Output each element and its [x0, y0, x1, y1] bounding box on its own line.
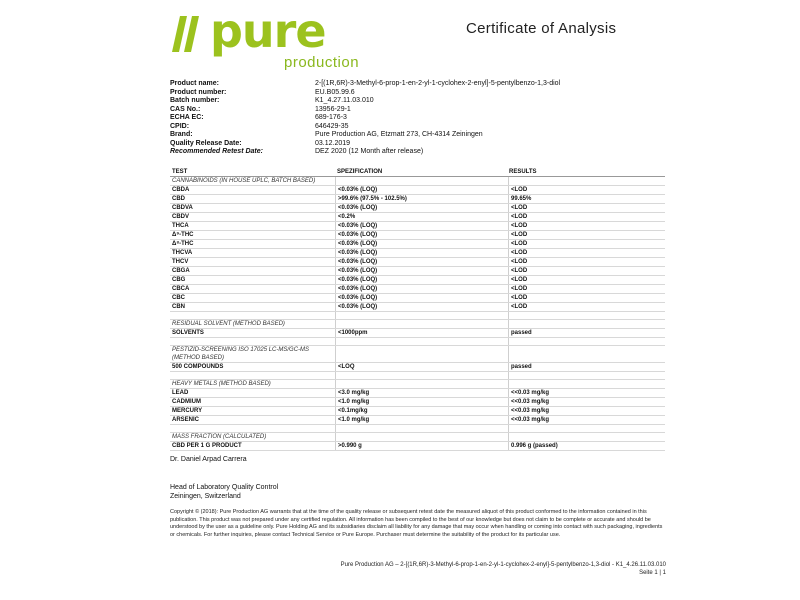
cell-result: <<0.03 mg/kg	[511, 417, 550, 423]
table-section-row	[170, 177, 665, 186]
cell-test: Δ⁸-THC	[170, 240, 336, 248]
cell-result: passed	[511, 330, 532, 336]
table-row	[170, 240, 665, 249]
pure-production-logo	[172, 4, 402, 76]
cell-test: CBGA	[170, 267, 336, 275]
cell-test: ARSENIC	[170, 416, 336, 424]
info-value: 689-176-3	[315, 114, 347, 121]
cell-specification	[336, 425, 509, 432]
cell-result	[509, 425, 665, 432]
info-label: Batch number:	[170, 97, 220, 104]
cell-specification	[336, 312, 509, 319]
table-header-row	[170, 168, 665, 177]
info-row	[170, 140, 670, 149]
cell-result	[509, 338, 665, 345]
info-label: CPID:	[170, 122, 190, 130]
info-label: Product number:	[170, 88, 227, 96]
cell-test: MERCURY	[170, 407, 336, 415]
info-label: ECHA EC:	[170, 114, 204, 121]
cell-test: CBCA	[170, 285, 336, 293]
table-section-row	[170, 433, 665, 442]
cell-specification	[336, 380, 509, 388]
cell-result	[509, 380, 665, 388]
table-row	[170, 303, 665, 312]
table-row	[170, 294, 665, 303]
cell-specification: <0.03% (LOQ)	[336, 303, 509, 311]
table-row	[170, 329, 665, 338]
cell-result: <LOD	[511, 241, 528, 247]
cell-test: PESTIZID-SCREENING ISO 17025 LC-MS/GC-MS (METHOD BASED)	[170, 346, 336, 362]
cell-result: 0.996 g (passed)	[511, 443, 558, 449]
cell-specification: <1.0 mg/kg	[336, 398, 509, 406]
cell-test: CANNABINOIDS (IN HOUSE UPLC, BATCH BASED)	[170, 177, 336, 185]
cell-result: <LOD	[511, 187, 528, 193]
table-row	[170, 363, 665, 372]
info-label: Product name:	[170, 80, 220, 87]
cell-result: <<0.03 mg/kg	[511, 399, 550, 405]
table-row	[170, 204, 665, 213]
table-body	[170, 177, 665, 451]
results-table	[170, 168, 665, 451]
cell-test	[170, 312, 336, 319]
cell-test: SOLVENTS	[170, 329, 336, 337]
cell-specification: >0.990 g	[336, 442, 509, 450]
table-row	[170, 222, 665, 231]
info-row	[170, 123, 670, 132]
cell-result: <LOD	[511, 223, 528, 229]
cell-specification: <0.2%	[336, 213, 509, 221]
info-value: DEZ 2020 (12 Month after release)	[315, 148, 424, 155]
cell-specification	[336, 338, 509, 345]
logo-subtext: production	[284, 54, 360, 71]
copyright-notice: Copyright © (2018): Pure Production AG warrants that at the time of the quality release or subsequent retest date the measured aliquot of this product conformed to the information contained in this publication. This product was not prepared under any certified regulation. All information has been compiled to the best of our knowledge but does not claim to be complete or accurate and should be understood by the user as a guideline only. Pure Holding AG and its subsidiaries disclaim all liability for any damage that may occur when handling or coming into contact with such packaging, ingredients or chemicals. For further inquiries, please contact Technical Service or Pure Europe. Purchaser must determine the suitability of the product for its particular use.	[170, 509, 663, 538]
info-label: Recommended Retest Date:	[170, 148, 263, 155]
table-row	[170, 267, 665, 276]
info-value: EU.B05.99.6	[315, 88, 355, 96]
footer-product-line: Pure Production AG – 2-[(1R,6R)-3-Methyl-6-prop-1-en-2-yl-1-cyclohex-2-enyl]-5-pentylbenzo-1,3-diol - K1_4.26.11.03.010	[340, 562, 666, 568]
cell-result: <LOD	[511, 250, 528, 256]
cell-result: passed	[511, 364, 532, 370]
cell-test: LEAD	[170, 389, 336, 397]
cell-test	[170, 338, 336, 345]
cell-test	[170, 372, 336, 379]
table-row	[170, 231, 665, 240]
cell-result	[509, 320, 665, 328]
cell-result	[509, 346, 665, 362]
table-row	[170, 213, 665, 222]
cell-test: CBD PER 1 G PRODUCT	[170, 442, 336, 450]
table-row	[170, 276, 665, 285]
cell-test: CBN	[170, 303, 336, 311]
table-row	[170, 416, 665, 425]
table-section-row	[170, 320, 665, 329]
cell-result: <LOD	[511, 259, 528, 265]
column-header-test: TEST	[172, 169, 188, 175]
cell-test: RESIDUAL SOLVENT (METHOD BASED)	[170, 320, 336, 328]
info-row	[170, 148, 670, 157]
cell-specification	[336, 346, 509, 362]
cell-specification: <0.03% (LOQ)	[336, 294, 509, 302]
column-header-results: RESULTS	[509, 169, 537, 175]
cell-result: <<0.03 mg/kg	[511, 390, 550, 396]
info-row	[170, 106, 670, 115]
table-row	[170, 407, 665, 416]
cell-specification	[336, 433, 509, 441]
cell-result	[509, 312, 665, 319]
info-row	[170, 97, 670, 106]
info-value: 2-[(1R,6R)-3-Methyl-6-prop-1-en-2-yl-1-cyclohex-2-enyl]-5-pentylbenzo-1,3-diol	[315, 80, 561, 87]
cell-result: <LOD	[511, 295, 528, 301]
info-row	[170, 114, 670, 123]
table-row	[170, 195, 665, 204]
cell-specification: <0.1mg/kg	[336, 407, 509, 415]
cell-specification: <0.03% (LOQ)	[336, 186, 509, 194]
table-section-row	[170, 346, 665, 363]
info-label: Quality Release Date:	[170, 139, 242, 147]
footer-page-number: Seite 1 | 1	[639, 570, 666, 576]
info-value: 03.12.2019	[315, 139, 351, 147]
table-spacer-row	[170, 338, 665, 346]
cell-specification: <0.03% (LOQ)	[336, 222, 509, 230]
cell-test: CBC	[170, 294, 336, 302]
signatory-role: Head of Laboratory Quality Control	[170, 484, 279, 491]
cell-specification: <1000ppm	[336, 329, 509, 337]
cell-result: <LOD	[511, 304, 528, 310]
table-row	[170, 285, 665, 294]
cell-specification: >99.6% (97.5% - 102.5%)	[336, 195, 509, 203]
table-row	[170, 258, 665, 267]
table-row	[170, 249, 665, 258]
cell-specification: <0.03% (LOQ)	[336, 204, 509, 212]
cell-test: THCA	[170, 222, 336, 230]
table-row	[170, 389, 665, 398]
table-row	[170, 442, 665, 451]
cell-test: 500 COMPOUNDS	[170, 363, 336, 371]
document-title: Certificate of Analysis	[466, 20, 617, 37]
cell-test: CBG	[170, 276, 336, 284]
cell-result: <LOD	[511, 277, 528, 283]
cell-result: <LOD	[511, 214, 528, 220]
cell-specification	[336, 177, 509, 185]
table-spacer-row	[170, 425, 665, 433]
cell-specification: <3.0 mg/kg	[336, 389, 509, 397]
cell-result	[509, 372, 665, 379]
cell-test: THCVA	[170, 249, 336, 257]
cell-specification: <0.03% (LOQ)	[336, 285, 509, 293]
cell-specification: <0.03% (LOQ)	[336, 276, 509, 284]
info-value: Pure Production AG, Etzmatt 273, CH-4314 Zeiningen	[315, 131, 483, 138]
cell-result: <LOD	[511, 268, 528, 274]
cell-test: CBDV	[170, 213, 336, 221]
cell-specification	[336, 320, 509, 328]
cell-specification: <0.03% (LOQ)	[336, 249, 509, 257]
cell-result: <LOD	[511, 286, 528, 292]
info-value: 13956-29-1	[315, 105, 351, 113]
cell-specification: <LOQ	[336, 363, 509, 371]
cell-test: THCV	[170, 258, 336, 266]
cell-result	[509, 177, 665, 185]
cell-test: HEAVY METALS (METHOD BASED)	[170, 380, 336, 388]
cell-specification: <0.03% (LOQ)	[336, 267, 509, 275]
info-value: K1_4.27.11.03.010	[315, 97, 374, 104]
signatory-block	[170, 483, 278, 501]
cell-specification: <1.0 mg/kg	[336, 416, 509, 424]
cell-result: <LOD	[511, 205, 528, 211]
cell-test: Δ⁹-THC	[170, 231, 336, 239]
info-label: Brand:	[170, 131, 193, 138]
cell-result: <<0.03 mg/kg	[511, 408, 550, 414]
cell-test: CBDVA	[170, 204, 336, 212]
cell-specification: <0.03% (LOQ)	[336, 258, 509, 266]
table-spacer-row	[170, 372, 665, 380]
logo-word: pure	[210, 4, 326, 58]
cell-result: 99.65%	[511, 196, 532, 202]
info-value: 646429-35	[315, 122, 349, 130]
product-info-block	[170, 80, 670, 157]
cell-specification: <0.03% (LOQ)	[336, 240, 509, 248]
info-label: CAS No.:	[170, 105, 201, 113]
cell-result	[509, 433, 665, 441]
table-row	[170, 186, 665, 195]
signatory-name: Dr. Daniel Arpad Carrera	[170, 456, 247, 463]
signatory-location: Zeiningen, Switzerland	[170, 493, 241, 500]
info-row	[170, 89, 670, 98]
cell-specification: <0.03% (LOQ)	[336, 231, 509, 239]
logo-slash-icon	[172, 16, 212, 52]
cell-test	[170, 425, 336, 432]
table-row	[170, 398, 665, 407]
cell-test: CBD	[170, 195, 336, 203]
info-row	[170, 131, 670, 140]
table-spacer-row	[170, 312, 665, 320]
cell-test: MASS FRACTION (CALCULATED)	[170, 433, 336, 441]
column-header-specification: SPEZIFICATION	[337, 169, 383, 175]
table-section-row	[170, 380, 665, 389]
cell-specification	[336, 372, 509, 379]
cell-test: CBDA	[170, 186, 336, 194]
cell-test: CADMIUM	[170, 398, 336, 406]
info-row	[170, 80, 670, 89]
cell-result: <LOD	[511, 232, 528, 238]
